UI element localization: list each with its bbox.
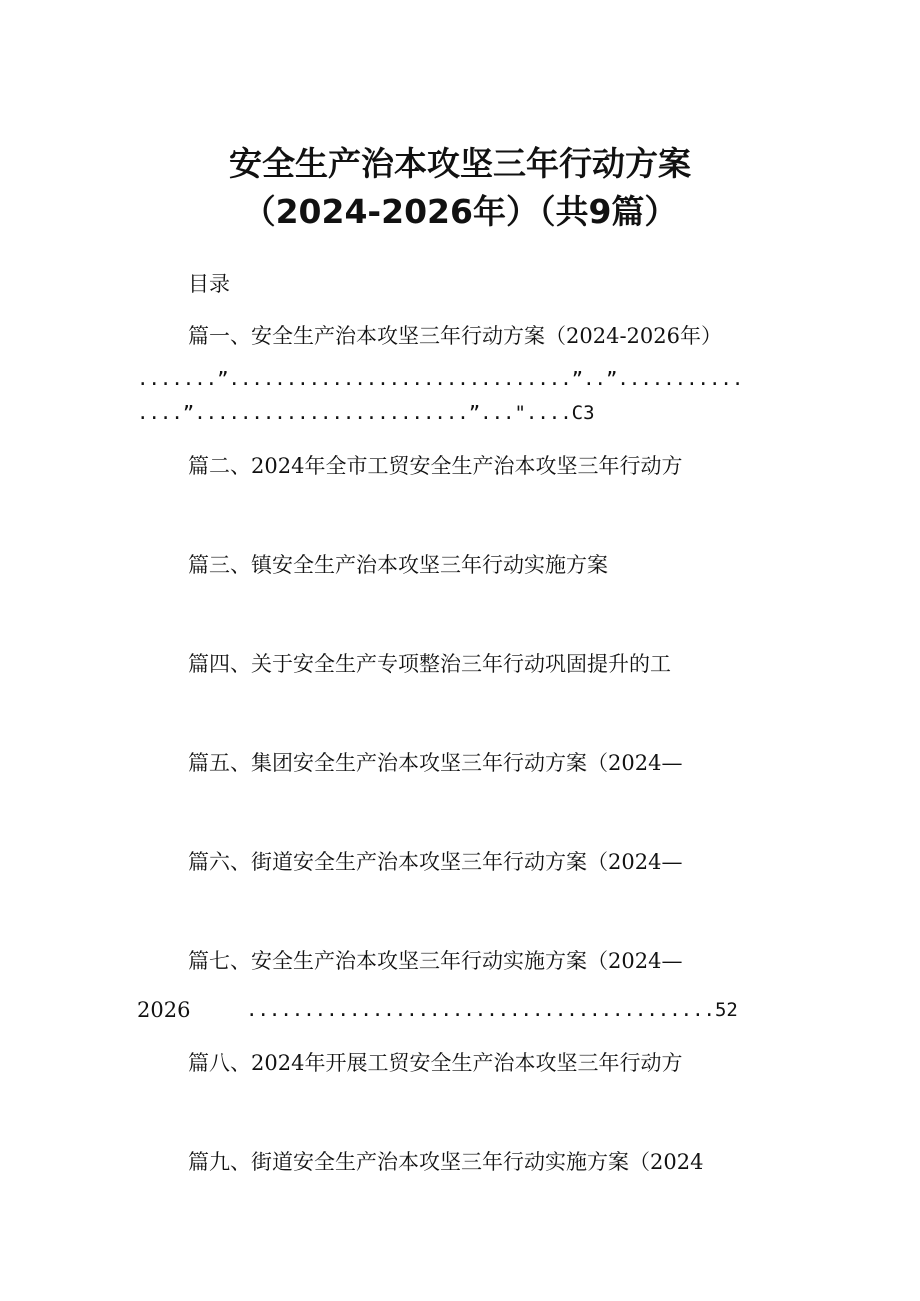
toc-item-9[interactable]: 篇九、街道安全生产治本攻坚三年行动实施方案（2024 [188,1150,704,1174]
document-subtitle: （2024-2026年）（共9篇） [242,192,678,231]
toc-item-5[interactable]: 篇五、集团安全生产治本攻坚三年行动方案（2024— [188,751,683,775]
toc-leader-7: .........................................52 [246,999,738,1021]
toc-leader-1b: ....”........................”..."....C3 [137,402,595,424]
toc-heading: 目录 [188,272,230,296]
toc-item-7[interactable]: 篇七、安全生产治本攻坚三年行动实施方案（2024— [188,949,683,973]
document-title: 安全生产治本攻坚三年行动方案 [229,144,691,183]
toc-leader-7-prefix: 2026 [137,998,191,1022]
toc-item-6[interactable]: 篇六、街道安全生产治本攻坚三年行动方案（2024— [188,850,683,874]
toc-item-1[interactable]: 篇一、安全生产治本攻坚三年行动方案（2024-2026年） [188,324,722,348]
toc-leader-1a: .......”..............................”..”........... [137,368,744,390]
toc-item-8[interactable]: 篇八、2024年开展工贸安全生产治本攻坚三年行动方 [188,1051,683,1075]
toc-item-3[interactable]: 篇三、镇安全生产治本攻坚三年行动实施方案 [188,553,608,577]
toc-item-4[interactable]: 篇四、关于安全生产专项整治三年行动巩固提升的工 [188,652,671,676]
toc-item-2[interactable]: 篇二、2024年全市工贸安全生产治本攻坚三年行动方 [188,454,683,478]
